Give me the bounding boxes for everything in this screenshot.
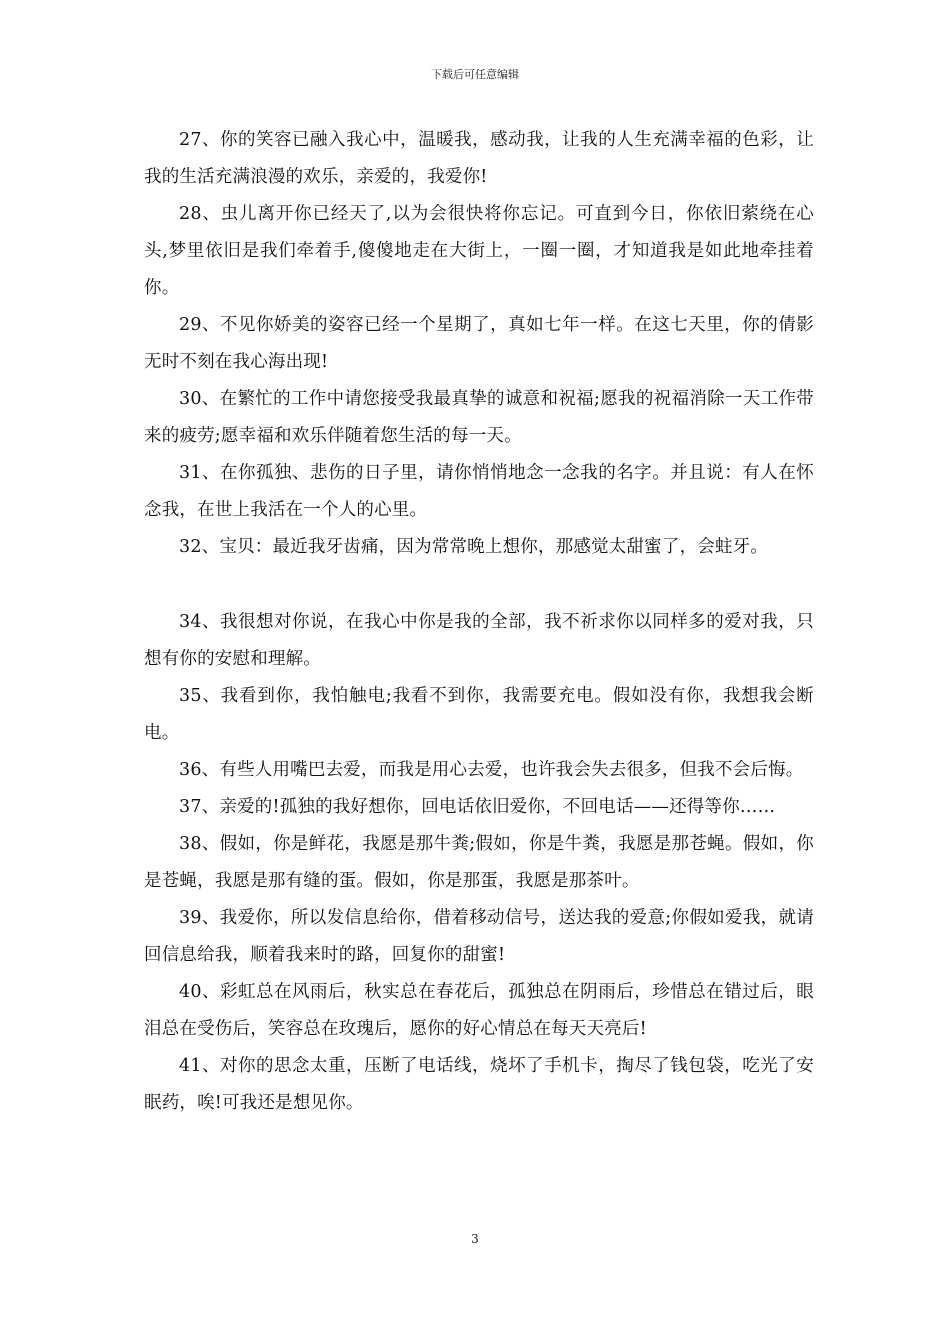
paragraph-32: 32、宝贝：最近我牙齿痛，因为常常晚上想你，那感觉太甜蜜了，会蛀牙。 — [179, 537, 769, 557]
paragraph-40: 40、彩虹总在风雨后，秋实总在春花后，孤独总在阴雨后，珍惜总在错过后，眼泪总在受伤后，笑容总在玫瑰后，愿你的好心情总在每天天亮后! — [144, 982, 814, 1039]
blank-line — [144, 566, 814, 604]
page-number: 3 — [471, 1232, 479, 1246]
paragraph-30: 30、在繁忙的工作中请您接受我最真挚的诚意和祝福;愿我的祝福消除一天工作带来的疲劳;愿幸福和欢乐伴随着您生活的每一天。 — [144, 389, 814, 446]
paragraph-34: 34、我很想对你说，在我心中你是我的全部，我不祈求你以同样多的爱对我，只想有你的安慰和理解。 — [144, 612, 814, 669]
paragraph-39: 39、我爱你，所以发信息给你，借着移动信号，送达我的爱意;你假如爱我，就请回信息给我，顺着我来时的路，回复你的甜蜜! — [144, 908, 814, 965]
paragraph-31: 31、在你孤独、悲伤的日子里，请你悄悄地念一念我的名字。并且说：有人在怀念我，在世上我活在一个人的心里。 — [144, 463, 814, 520]
paragraph-28: 28、虫儿离开你已经天了,以为会很快将你忘记。可直到今日，你依旧萦绕在心头,梦里依旧是我们牵着手,傻傻地走在大街上，一圈一圈，才知道我是如此地牵挂着你。 — [144, 204, 814, 298]
document-body — [144, 122, 814, 1122]
paragraph-36: 36、有些人用嘴巴去爱，而我是用心去爱，也许我会失去很多，但我不会后悔。 — [179, 760, 804, 780]
paragraph-27: 27、你的笑容已融入我心中，温暖我，感动我，让我的人生充满幸福的色彩，让我的生活充满浪漫的欢乐，亲爱的，我爱你! — [144, 130, 814, 187]
paragraph-29: 29、不见你娇美的姿容已经一个星期了，真如七年一样。在这七天里，你的倩影无时不刻在我心海出现! — [144, 315, 814, 372]
paragraph-38: 38、假如，你是鲜花，我愿是那牛粪;假如，你是牛粪，我愿是那苍蝇。假如，你是苍蝇，我愿是那有缝的蛋。假如，你是那蛋，我愿是那茶叶。 — [144, 834, 814, 891]
paragraph-41: 41、对你的思念太重，压断了电话线，烧坏了手机卡，掏尽了钱包袋，吃光了安眠药，唉!可我还是想见你。 — [144, 1056, 814, 1113]
paragraph-35: 35、我看到你，我怕触电;我看不到你，我需要充电。假如没有你，我想我会断电。 — [144, 686, 814, 743]
page-header: 下载后可任意编辑 — [431, 68, 519, 81]
paragraph-37: 37、亲爱的!孤独的我好想你，回电话依旧爱你，不回电话——还得等你…… — [179, 797, 776, 817]
